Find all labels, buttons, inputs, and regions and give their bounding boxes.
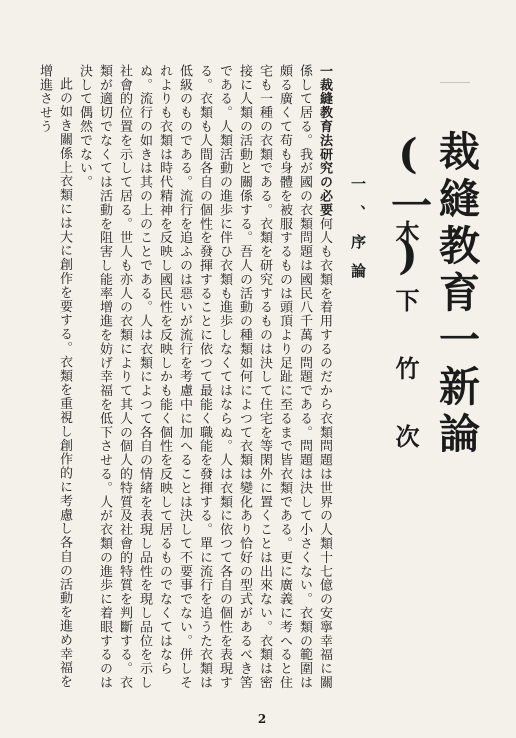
decorative-mark [440, 82, 470, 83]
body-text [34, 64, 334, 700]
section-heading: 一、序論 [349, 176, 367, 292]
body-paragraph: 此の如き關係上衣類には大に創作を要する。衣類を重視し創作的に考慮し各自の活動を進め幸福を增進させう [37, 64, 72, 689]
article-title: 裁縫教育一新論(一) [384, 130, 480, 459]
subsection-heading: 一裁縫教育法研究の必要 [317, 64, 332, 217]
page-number: 2 [257, 712, 267, 726]
body-paragraph [74, 64, 334, 700]
paragraph-text: 何人も衣類を着用するのだから衣類問題は世界の人類十七億の安寧幸福に關係して居る。我が國の衣類問題は國民八千萬の問題である。問題は決して小さくない。衣類の範圍は頗る廣くて苟も身體を被服するものは頭頂より足趾に至るまで皆衣類である。更に廣義に考へると住宅も一種の衣類である。衣類を研究するものは決して住宅を等閑外に置くことは出來ない。衣類は密接に人類の活動と關係する。吾人の活動の種類如何によつて衣類は變化あり恰好の型式があるべき筈である。人類活動の進歩に伴ひ衣類も進歩しなくてはならぬ。人は衣類に依つて各自の個性を表現する。衣類も人間各自の個性を發揮することに依つて最能く職能を發揮する。單に流行を追うた衣類は低級のものである。流行を追ふのは惡いが流行を考慮中に加へることは決して不要事でない。併しそれよりも衣類は時代精神を反映し國民性を反映しかも能く個性を反映して居るものでなくてはならぬ。流行の如きは其の上のことである。人は衣類によつて各自の情緒を表現し品性を現し品位を示し社會的位置を示して居る。世人も亦人の衣類によりて其人の個人的特質及社會的特質を判斷する。衣類が適切でなくては活動を阻害し能率增進を妨げ幸福を低下させる。人が衣類の進歩に着眼するのは決して偶然でない。 [77, 64, 332, 690]
author-name: 木下竹次 [391, 220, 420, 492]
